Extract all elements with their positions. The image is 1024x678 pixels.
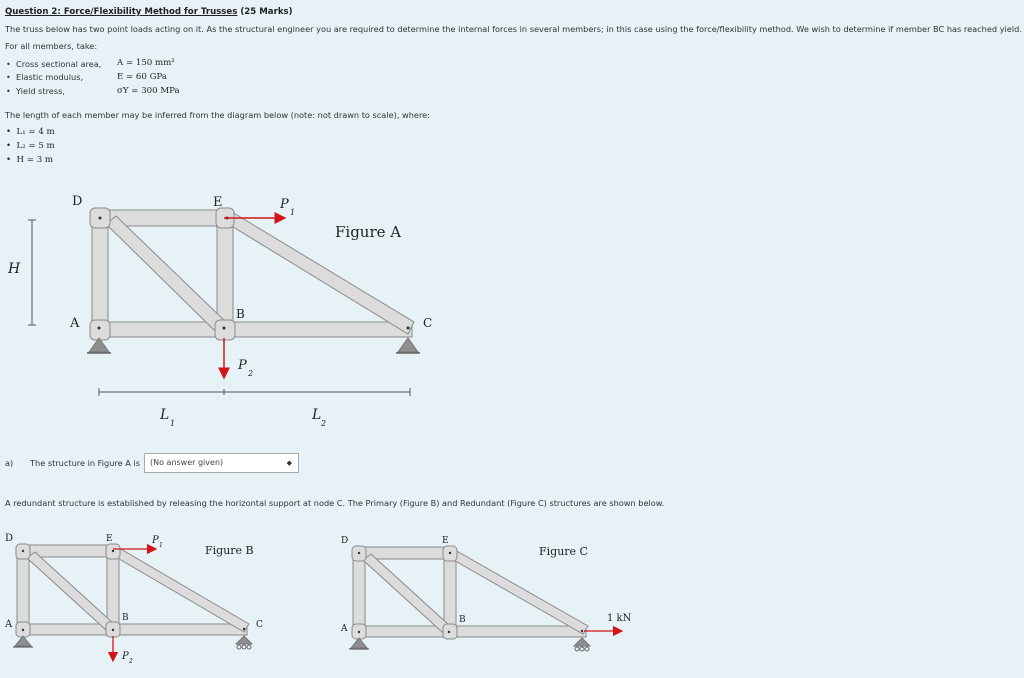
question-title-label: Question 2: Force/Flexibility Method for Trusses <box>5 7 238 17</box>
node-label-c: C <box>256 620 263 630</box>
member-db <box>363 554 450 632</box>
member-db <box>106 216 226 330</box>
figure-a-label: Figure A <box>335 223 402 241</box>
node-label-d: D <box>72 194 83 209</box>
node-a <box>90 320 110 340</box>
node-label-b: B <box>122 613 129 623</box>
unit-load-label: 1 kN <box>607 613 632 624</box>
member-eb <box>107 550 119 628</box>
modulus-value: E = 60 GPa <box>117 72 167 82</box>
svg-text:1: 1 <box>290 208 296 217</box>
figure-b <box>4 533 263 665</box>
redundant-description: A redundant structure is established by releasing the horizontal support at node C. The Primary (Figure B) and Redundant (Figure C) structures are shown below. <box>5 498 665 508</box>
select-value: (No answer given) <box>150 458 224 467</box>
node-label-e: E <box>106 534 113 544</box>
node-label-b: B <box>459 615 466 625</box>
node-label-e: E <box>442 536 449 546</box>
list-item: • Yield stress, <box>6 86 65 96</box>
chevron-updown-icon: ◆ <box>286 459 292 467</box>
load-label-p2: P <box>122 651 129 662</box>
structure-type-select[interactable] <box>144 453 299 473</box>
area-value: A = 150 mm² <box>117 58 175 68</box>
member-eb <box>217 215 233 327</box>
node-b <box>215 320 235 340</box>
member-da <box>92 215 108 336</box>
roller-support-c <box>236 636 252 644</box>
pin-support-a <box>351 638 367 648</box>
pin-support-a <box>15 636 31 646</box>
dim-label-h: H <box>8 261 21 277</box>
part-a-label: a) <box>5 458 14 468</box>
yield-value: σY = 300 MPa <box>117 86 180 96</box>
pin-support-c <box>398 338 418 352</box>
svg-text:1: 1 <box>170 419 176 428</box>
node-label-a: A <box>70 316 80 331</box>
figure-c-label: Figure C <box>539 545 588 558</box>
svg-text:2: 2 <box>129 658 133 665</box>
list-item: • H = 3 m <box>6 155 54 165</box>
node-label-b: B <box>236 307 245 321</box>
member-ac <box>358 626 586 637</box>
list-item: • L₂ = 5 m <box>6 141 55 151</box>
question-marks: (25 Marks) <box>240 7 293 17</box>
member-ec <box>114 548 249 632</box>
figure-a <box>7 194 432 428</box>
dim-label-l1: L <box>160 407 170 423</box>
node-label-e: E <box>213 195 223 210</box>
figure-b-label: Figure B <box>205 544 254 557</box>
member-ac <box>100 322 412 337</box>
member-ec <box>450 550 588 634</box>
members-intro: For all members, take: <box>5 41 98 51</box>
list-item: • L₁ = 4 m <box>6 127 55 137</box>
member-db <box>27 552 114 630</box>
member-da <box>17 550 29 634</box>
member-da <box>353 552 365 636</box>
list-item: • Elastic modulus, <box>6 72 84 82</box>
part-a-prompt: The structure in Figure A is <box>30 458 140 468</box>
figure-c <box>340 536 632 651</box>
load-label-p1: P <box>152 535 159 546</box>
member-ac <box>22 624 247 635</box>
node-label-d: D <box>341 536 349 546</box>
length-intro: The length of each member may be inferred from the diagram below (note: not drawn to scale), where: <box>5 110 430 120</box>
list-item: • Cross sectional area, <box>6 59 102 69</box>
load-label-p2: P <box>238 358 247 373</box>
load-label-p1: P <box>280 197 289 212</box>
svg-text:2: 2 <box>321 419 327 428</box>
node-label-d: D <box>5 533 14 544</box>
node-label-a: A <box>341 624 348 634</box>
member-eb <box>444 552 456 630</box>
node-label-c: C <box>423 316 433 330</box>
roller-support-c <box>574 638 590 646</box>
svg-text:2: 2 <box>248 369 254 378</box>
question-intro: The truss below has two point loads acting on it. As the structural engineer you are required to determine the internal forces in several members; in this case using the force/flexibility method. We wish to determine if member BC has reached yield. <box>5 24 1022 34</box>
node-label-a: A <box>5 619 13 630</box>
svg-text:1: 1 <box>159 542 163 549</box>
dim-label-l2: L <box>312 407 322 423</box>
